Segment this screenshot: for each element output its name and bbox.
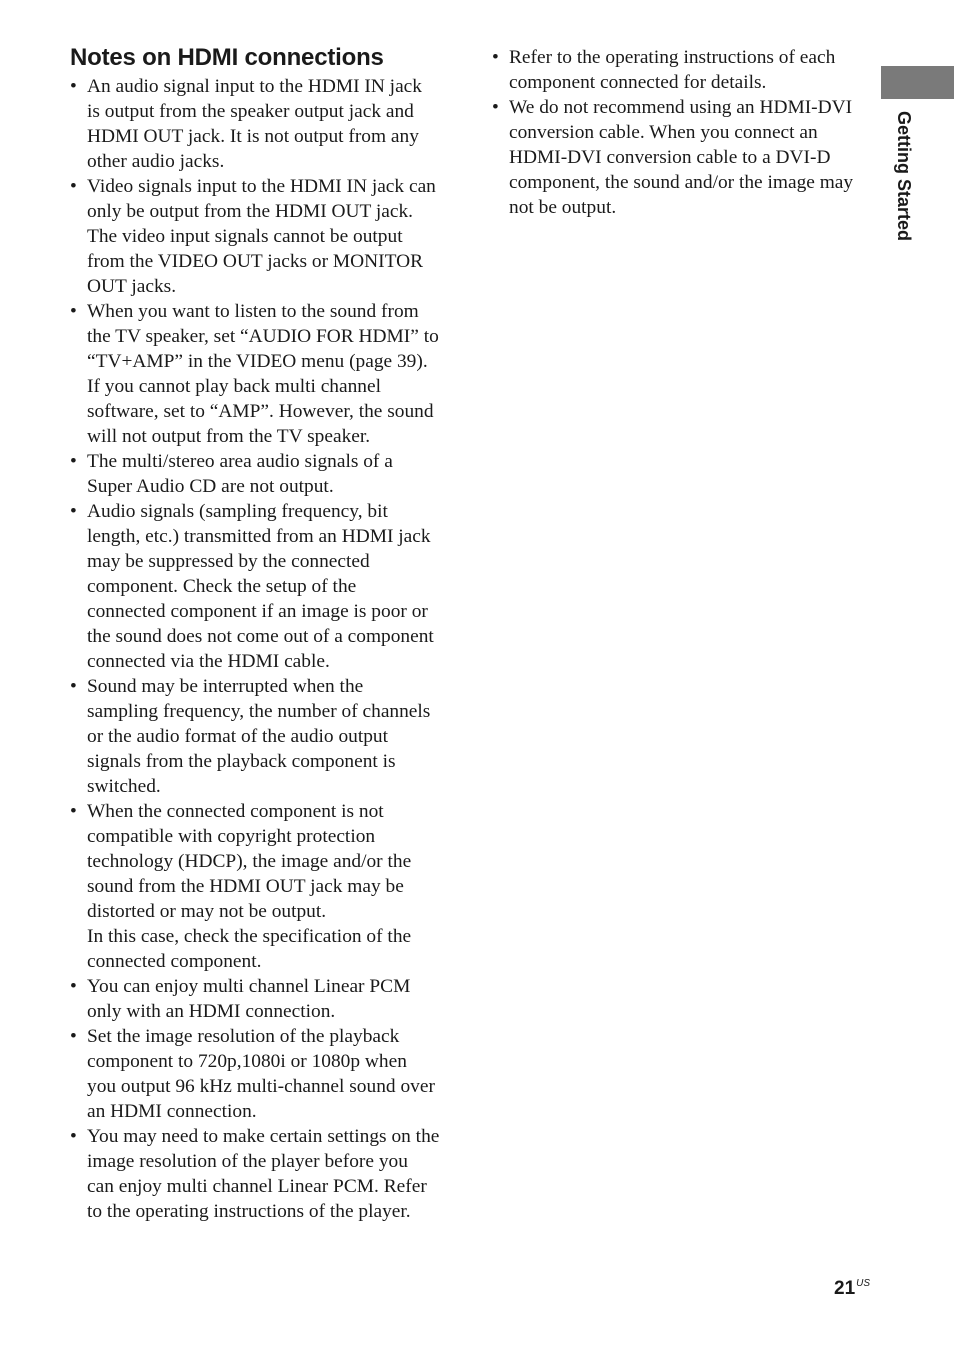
list-item: • The multi/stereo area audio signals of a Super Audio CD are not output. (70, 449, 450, 499)
list-item: • An audio signal input to the HDMI IN jack is output from the speaker output jack and HDMI OUT jack. It is not output from any other audio jacks. (70, 74, 450, 174)
list-item: • You can enjoy multi channel Linear PCM only with an HDMI connection. (70, 974, 450, 1024)
page-number (834, 1278, 870, 1300)
list-item: • Audio signals (sampling frequency, bit length, etc.) transmitted from an HDMI jack may be suppressed by the connected component. Check the setup of the connected component if an image is poor or the sound does not come out of a component connected via the HDMI cable. (70, 499, 450, 674)
list-item: • We do not recommend using an HDMI-DVI conversion cable. When you connect an HDMI-DVI conversion cable to a DVI-D component, the sound and/or the image may not be output. (492, 95, 872, 220)
list-item: • Set the image resolution of the playback component to 720p,1080i or 1080p when you output 96 kHz multi-channel sound over an HDMI connection. (70, 1024, 450, 1124)
list-item: • You may need to make certain settings on the image resolution of the player before you can enjoy multi channel Linear PCM. Refer to the operating instructions of the player. (70, 1124, 450, 1224)
section-tab-marker (881, 66, 954, 99)
section-side-label: Getting Started (894, 111, 914, 242)
section-title: Notes on HDMI connections (70, 44, 384, 71)
list-item: • Refer to the operating instructions of each component connected for details. (492, 45, 872, 95)
page-number-value: 21 (834, 1278, 856, 1299)
list-item: • Video signals input to the HDMI IN jack can only be output from the HDMI OUT jack. The video input signals cannot be output from the VIDEO OUT jacks or MONITOR OUT jacks. (70, 174, 450, 299)
notes-list-left (70, 74, 450, 1224)
list-item: • When the connected component is not compatible with copyright protection technology (HDCP), the image and/or the sound from the HDMI OUT jack may be distorted or may not be output. In this case, check the specification of the connected component. (70, 799, 450, 974)
list-item: • When you want to listen to the sound from the TV speaker, set “AUDIO FOR HDMI” to “TV+AMP” in the VIDEO menu (page 39). If you cannot play back multi channel software, set to “AMP”. However, the sound will not output from the TV speaker. (70, 299, 450, 449)
notes-list-right (492, 45, 872, 220)
list-item: • Sound may be interrupted when the sampling frequency, the number of channels or the audio format of the audio output signals from the playback component is switched. (70, 674, 450, 799)
page-region-code: US (856, 1278, 871, 1289)
